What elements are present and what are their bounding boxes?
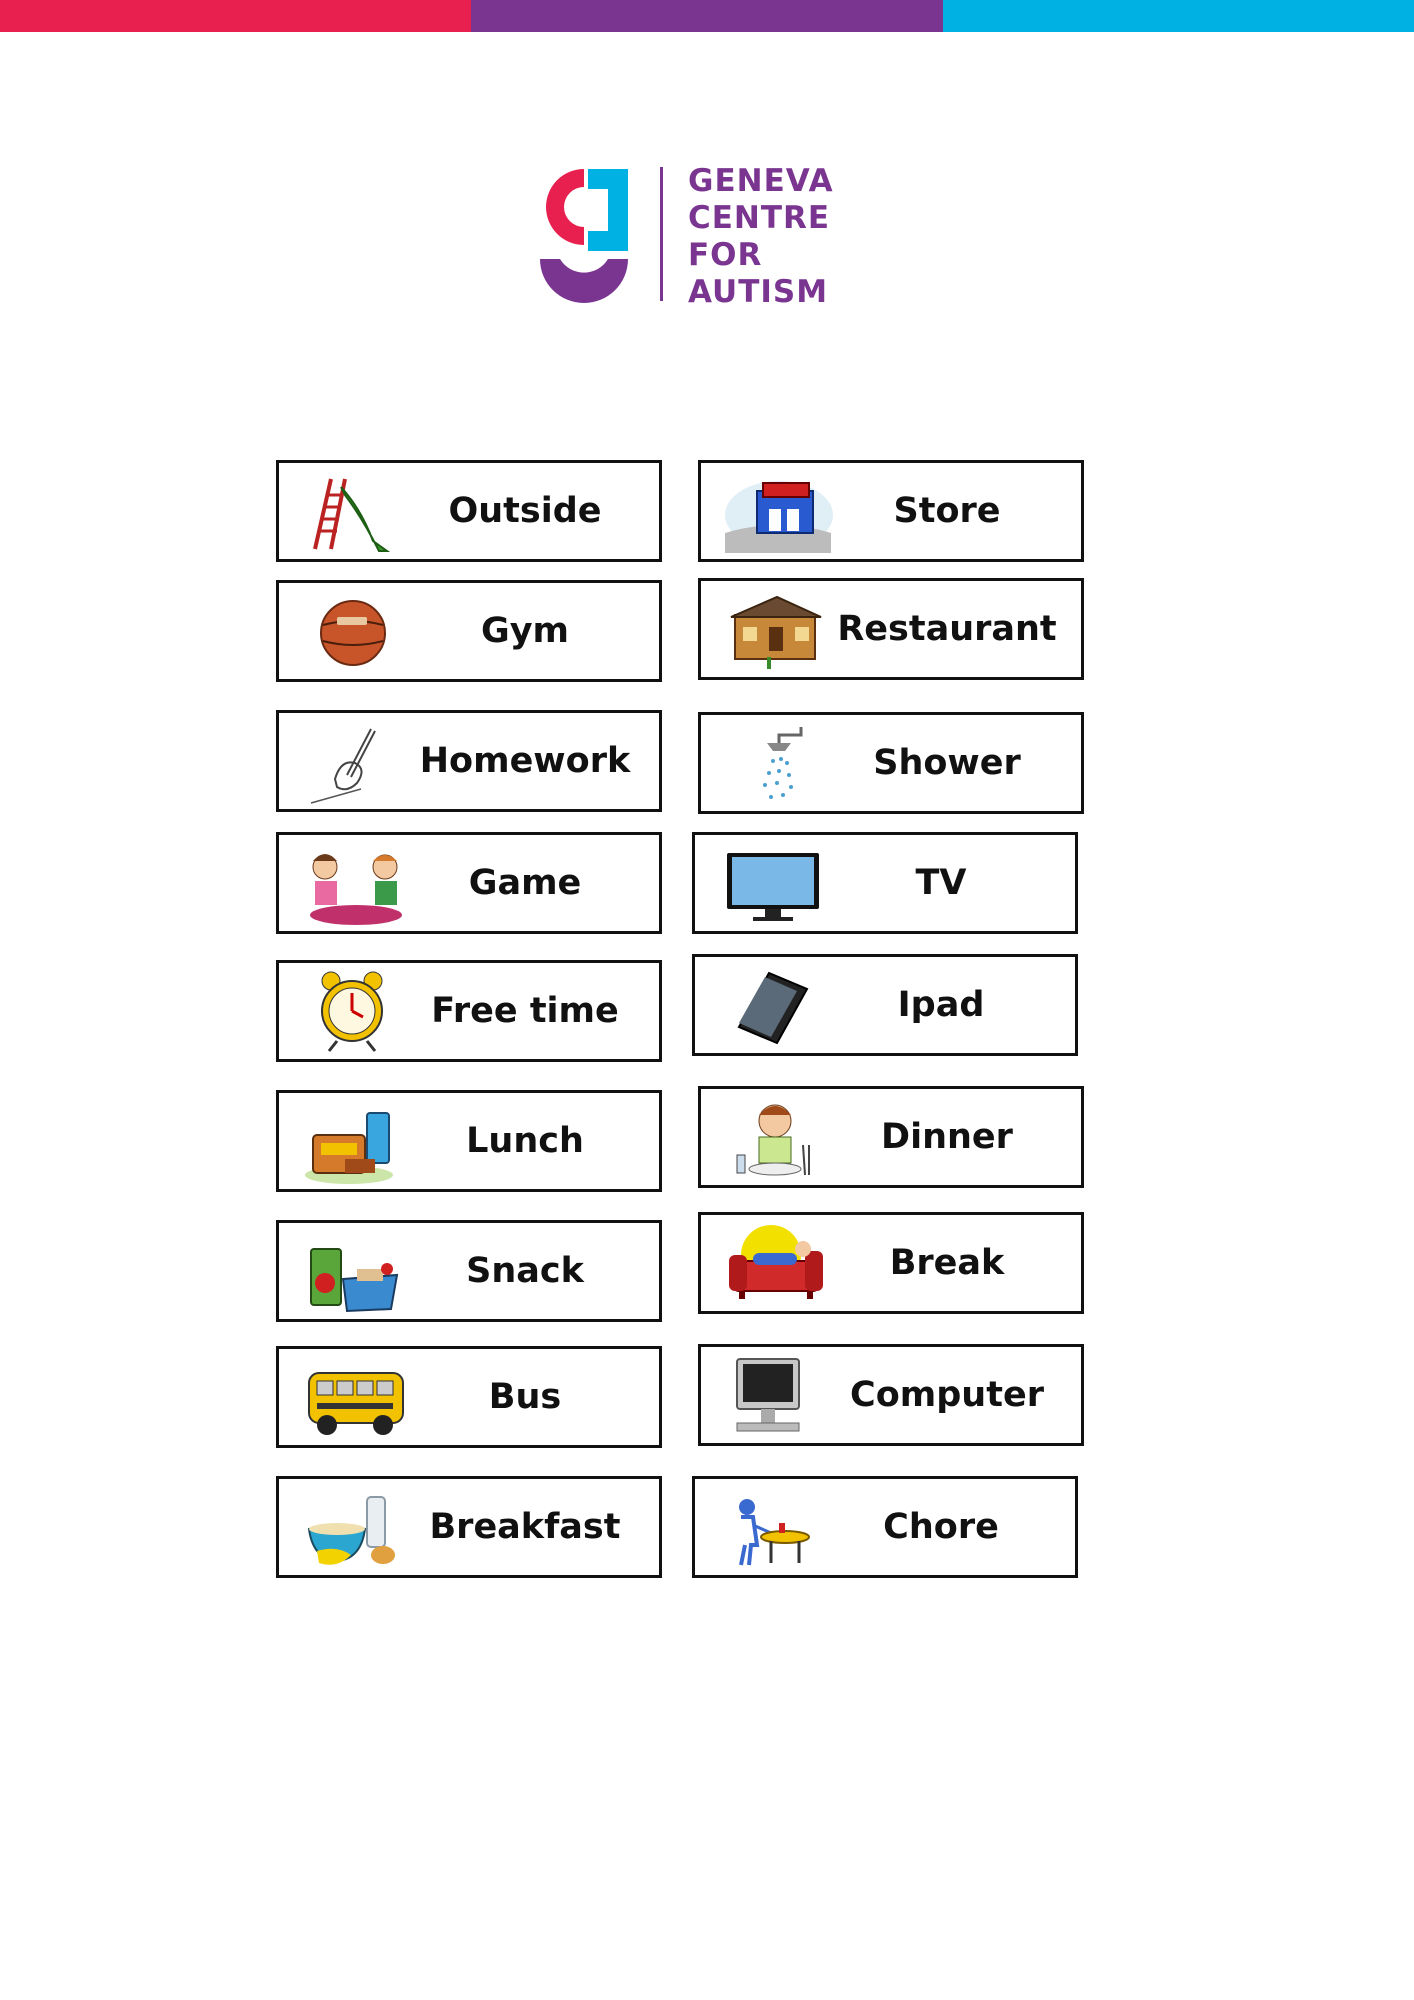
lunchbox-icon xyxy=(301,1099,411,1185)
card-tv xyxy=(692,832,1078,934)
band-red xyxy=(0,0,471,32)
card-label: Ipad xyxy=(897,985,985,1025)
school-bus-icon xyxy=(301,1355,411,1441)
card-label: Gym xyxy=(480,611,569,651)
card-label: Snack xyxy=(466,1251,584,1291)
card-label: Homework xyxy=(419,741,631,781)
card-bus xyxy=(276,1346,662,1448)
geneva-centre-logo xyxy=(536,163,836,313)
restaurant-icon xyxy=(723,587,833,673)
card-gym xyxy=(276,580,662,682)
hand-writing-icon xyxy=(301,719,411,805)
card-snack xyxy=(276,1220,662,1322)
card-outside xyxy=(276,460,662,562)
logo-divider xyxy=(660,167,663,301)
card-label: Outside xyxy=(448,491,602,531)
card-label: Break xyxy=(889,1243,1005,1283)
card-label: Game xyxy=(468,863,582,903)
card-label: Chore xyxy=(883,1507,999,1547)
card-label: Store xyxy=(893,491,1001,531)
tablet-icon xyxy=(717,963,827,1049)
card-label: Dinner xyxy=(881,1117,1013,1157)
playground-slide-icon xyxy=(301,469,411,555)
logo-wordmark xyxy=(688,163,834,311)
card-label: Bus xyxy=(488,1377,562,1417)
tv-icon xyxy=(717,841,827,927)
card-store xyxy=(698,460,1084,562)
kids-playing-game-icon xyxy=(301,841,411,927)
basketball-icon xyxy=(301,589,411,675)
card-shower xyxy=(698,712,1084,814)
card-homework xyxy=(276,710,662,812)
top-color-band xyxy=(0,0,1414,32)
card-game xyxy=(276,832,662,934)
logo-line-4: AUTISM xyxy=(688,274,829,310)
computer-icon xyxy=(723,1353,833,1439)
logo-line-3: FOR xyxy=(688,237,763,273)
card-label: Breakfast xyxy=(429,1507,621,1547)
card-restaurant xyxy=(698,578,1084,680)
card-dinner xyxy=(698,1086,1084,1188)
card-break xyxy=(698,1212,1084,1314)
band-purple xyxy=(471,0,942,32)
card-label: TV xyxy=(915,863,967,903)
sofa-rest-icon xyxy=(723,1221,833,1307)
band-blue xyxy=(943,0,1414,32)
card-computer xyxy=(698,1344,1084,1446)
shower-icon xyxy=(723,721,833,807)
card-label: Restaurant xyxy=(837,609,1057,649)
card-label: Computer xyxy=(850,1375,1044,1415)
logo-line-1: GENEVA xyxy=(688,163,834,199)
logo-line-2: CENTRE xyxy=(688,200,831,236)
cereal-bowl-icon xyxy=(301,1485,411,1571)
card-ipad xyxy=(692,954,1078,1056)
card-free-time xyxy=(276,960,662,1062)
snack-box-icon xyxy=(301,1229,411,1315)
boy-eating-icon xyxy=(723,1095,833,1181)
card-label: Lunch xyxy=(466,1121,584,1161)
card-breakfast xyxy=(276,1476,662,1578)
card-chore xyxy=(692,1476,1078,1578)
person-cleaning-icon xyxy=(717,1485,827,1571)
logo-mark-icon xyxy=(536,163,636,303)
card-label: Free time xyxy=(431,991,619,1031)
card-lunch xyxy=(276,1090,662,1192)
card-label: Shower xyxy=(873,743,1021,783)
alarm-clock-icon xyxy=(301,969,411,1055)
store-icon xyxy=(723,469,833,555)
